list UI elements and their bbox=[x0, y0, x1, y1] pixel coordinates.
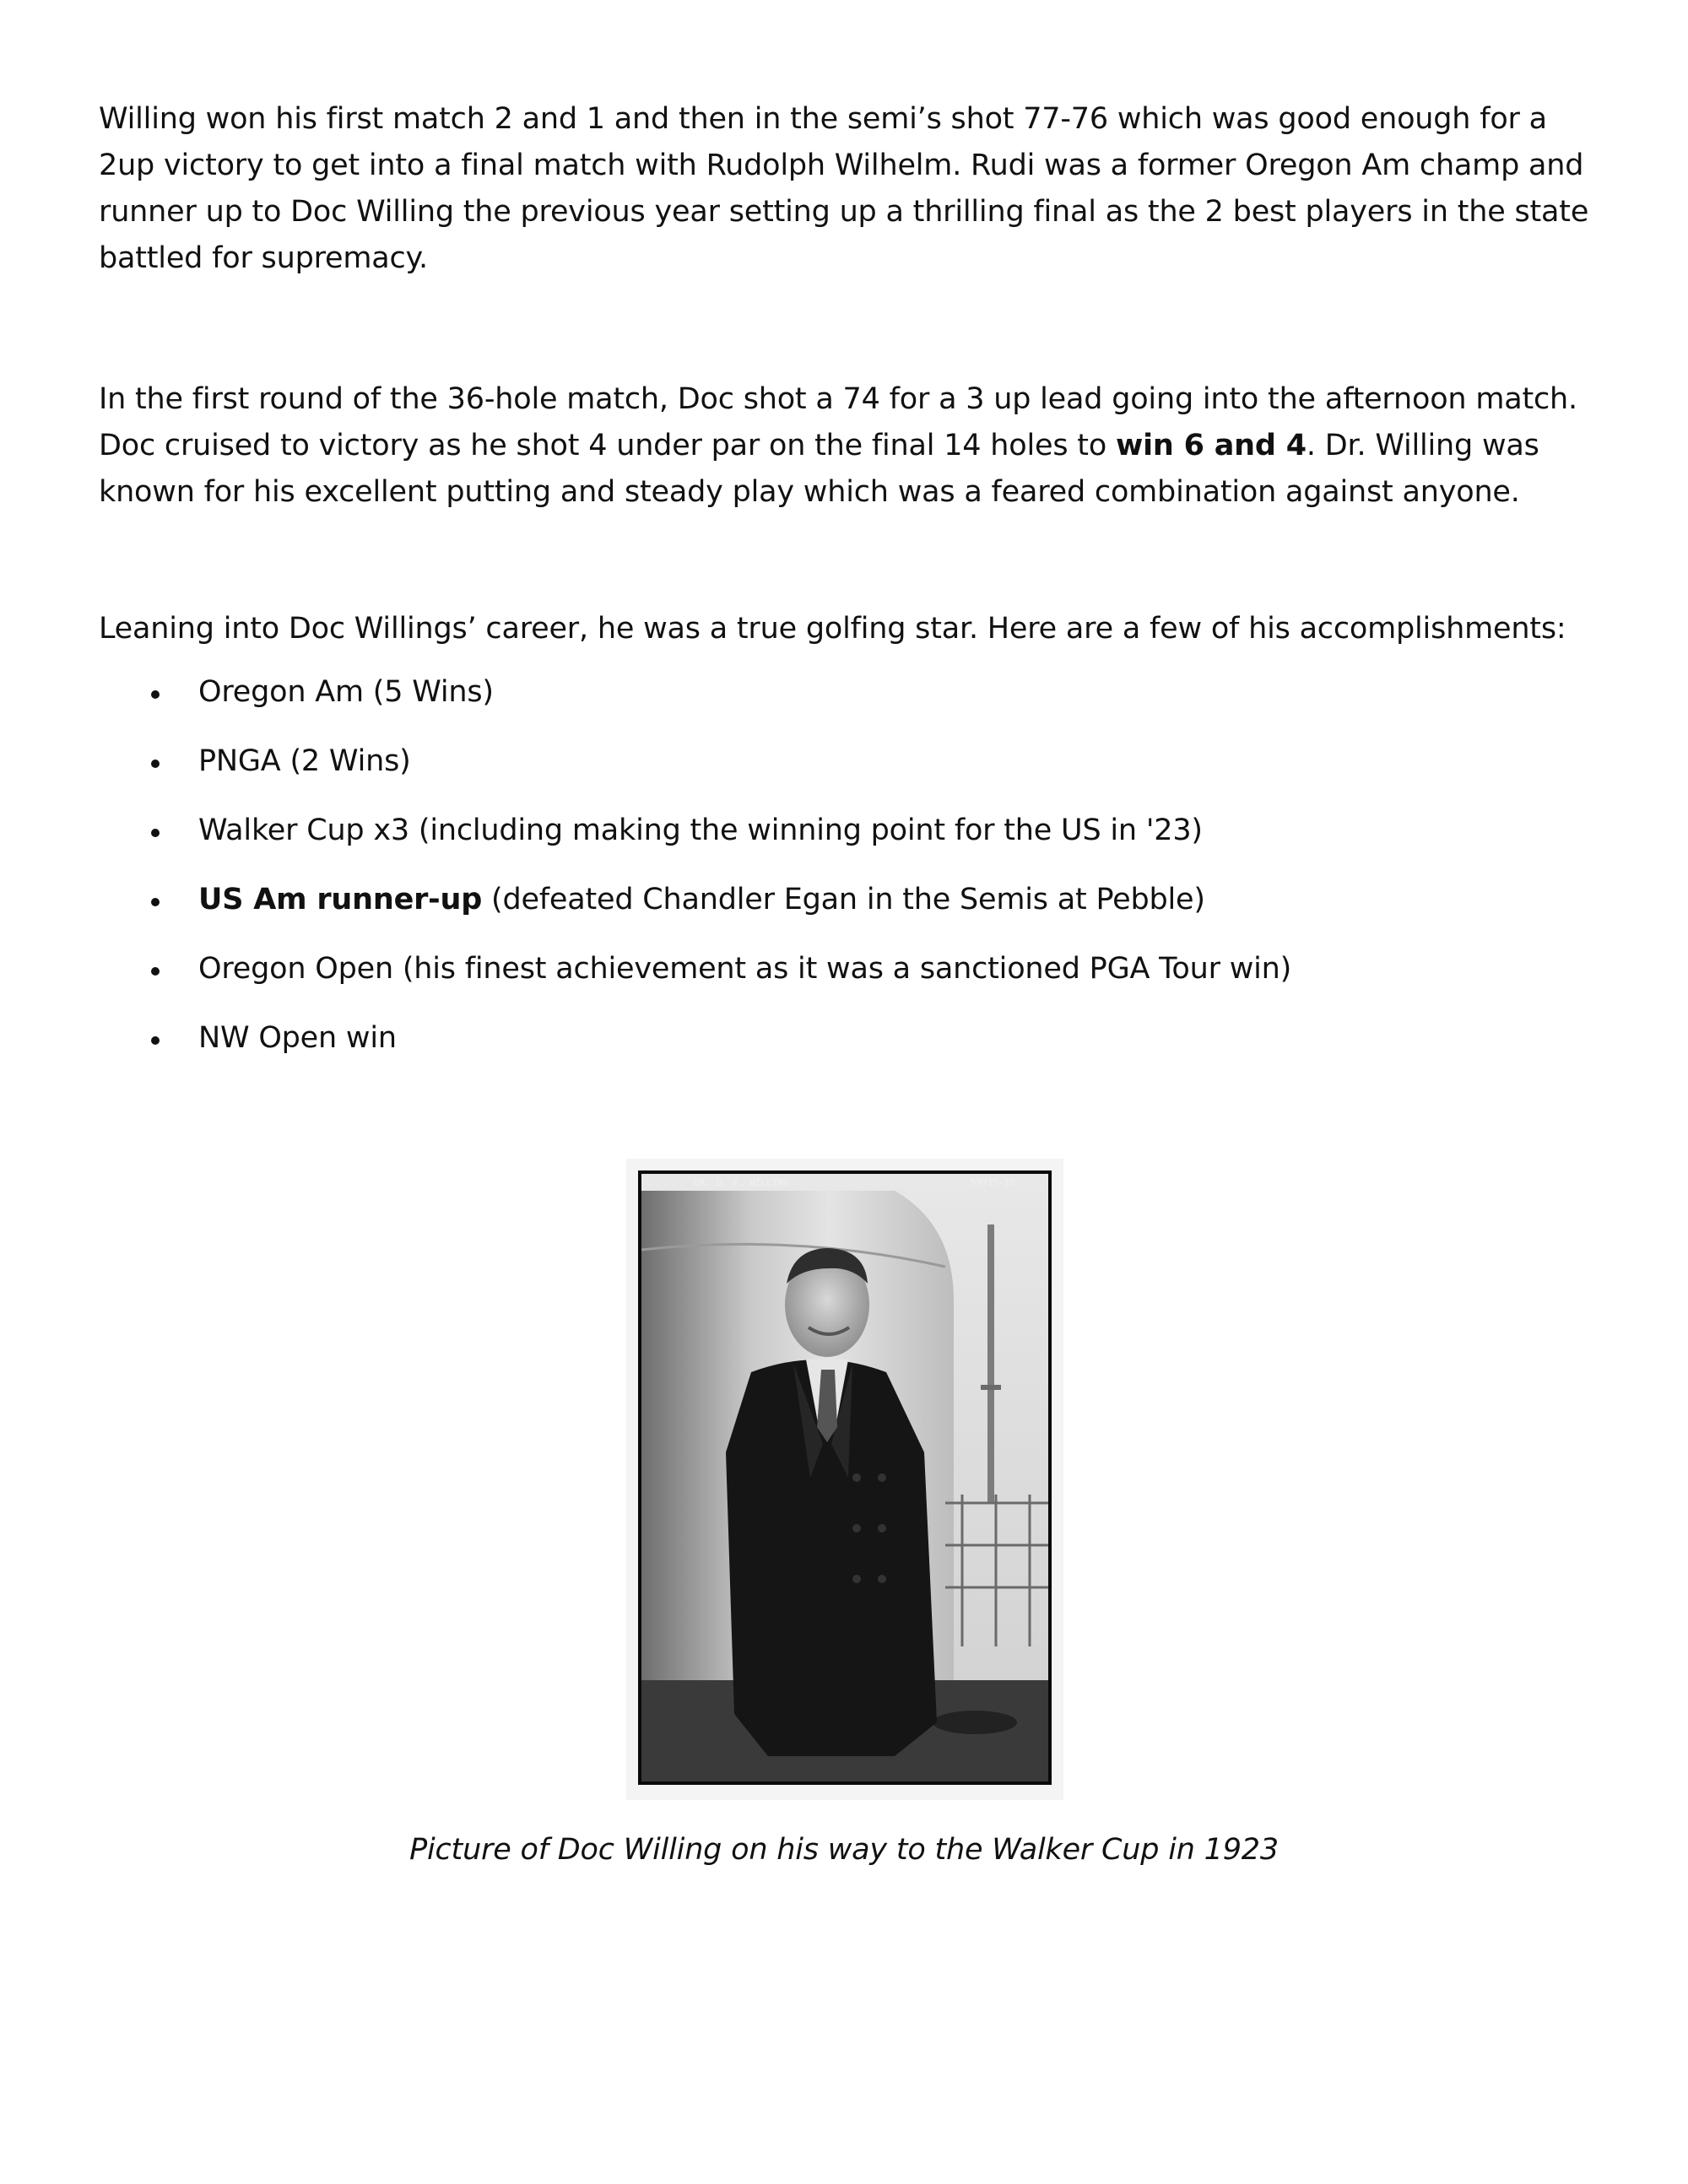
bullet-icon bbox=[151, 690, 160, 699]
paragraph-semifinal: Willing won his first match 2 and 1 and then in the semi’s shot 77-76 which was good enough for a 2up victory to get into a final match with Rudolph Wilhelm. Rudi was a former Oregon Am champ and runner up to Doc Willing the previous year setting up a thrilling final as the 2 best players in the state battled for supremacy. bbox=[99, 102, 1589, 275]
doc-willing-photo bbox=[638, 1170, 1052, 1785]
bullet-icon bbox=[151, 967, 160, 976]
bullet-icon bbox=[151, 898, 160, 906]
list-item-text: Oregon Open (his finest achievement as it was a sanctioned PGA Tour win) bbox=[198, 952, 1292, 986]
photo-label-left: DR. O. F. WILLING bbox=[694, 1177, 789, 1188]
paragraph-final-text-2: . Dr. Willing was known for his excellent putting and steady play which was a feared combination against anyone. bbox=[99, 429, 1539, 509]
list-item-text: (defeated Chandler Egan in the Semis at Pebble) bbox=[482, 883, 1205, 916]
bullet-icon bbox=[151, 1036, 160, 1045]
paragraph-career-intro: Leaning into Doc Willings’ career, he was a true golfing star. Here are a few of his accomplishments: bbox=[99, 612, 1566, 646]
list-item bbox=[99, 1015, 1601, 1084]
bullet-icon bbox=[151, 829, 160, 837]
photo-caption: Picture of Doc Willing on his way to the Walker Cup in 1923 bbox=[409, 1833, 1279, 1867]
paragraph-final-match bbox=[99, 376, 1601, 516]
paragraph-final-bold: win 6 and 4 bbox=[1115, 429, 1307, 462]
photo-frame bbox=[626, 1159, 1063, 1800]
accomplishments-list bbox=[99, 669, 1601, 1084]
list-item bbox=[99, 877, 1601, 946]
list-item-text: PNGA (2 Wins) bbox=[198, 744, 411, 778]
list-item bbox=[99, 808, 1601, 877]
list-item-text: Oregon Am (5 Wins) bbox=[198, 675, 494, 709]
list-item bbox=[99, 946, 1601, 1015]
photo-label-right: 59715-10 bbox=[971, 1177, 1015, 1188]
list-item bbox=[99, 669, 1601, 738]
bullet-icon bbox=[151, 760, 160, 768]
paragraph-final-text-1: In the first round of the 36-hole match, Doc shot a 74 for a 3 up lead going into the afternoon match. Doc cruised to victory as he shot 4 under par on the final 14 holes to bbox=[99, 382, 1577, 462]
list-item-text: Walker Cup x3 (including making the winning point for the US in '23) bbox=[198, 814, 1203, 847]
list-item bbox=[99, 738, 1601, 808]
list-item-text: NW Open win bbox=[198, 1021, 397, 1055]
list-item-bold: US Am runner-up bbox=[198, 883, 483, 916]
